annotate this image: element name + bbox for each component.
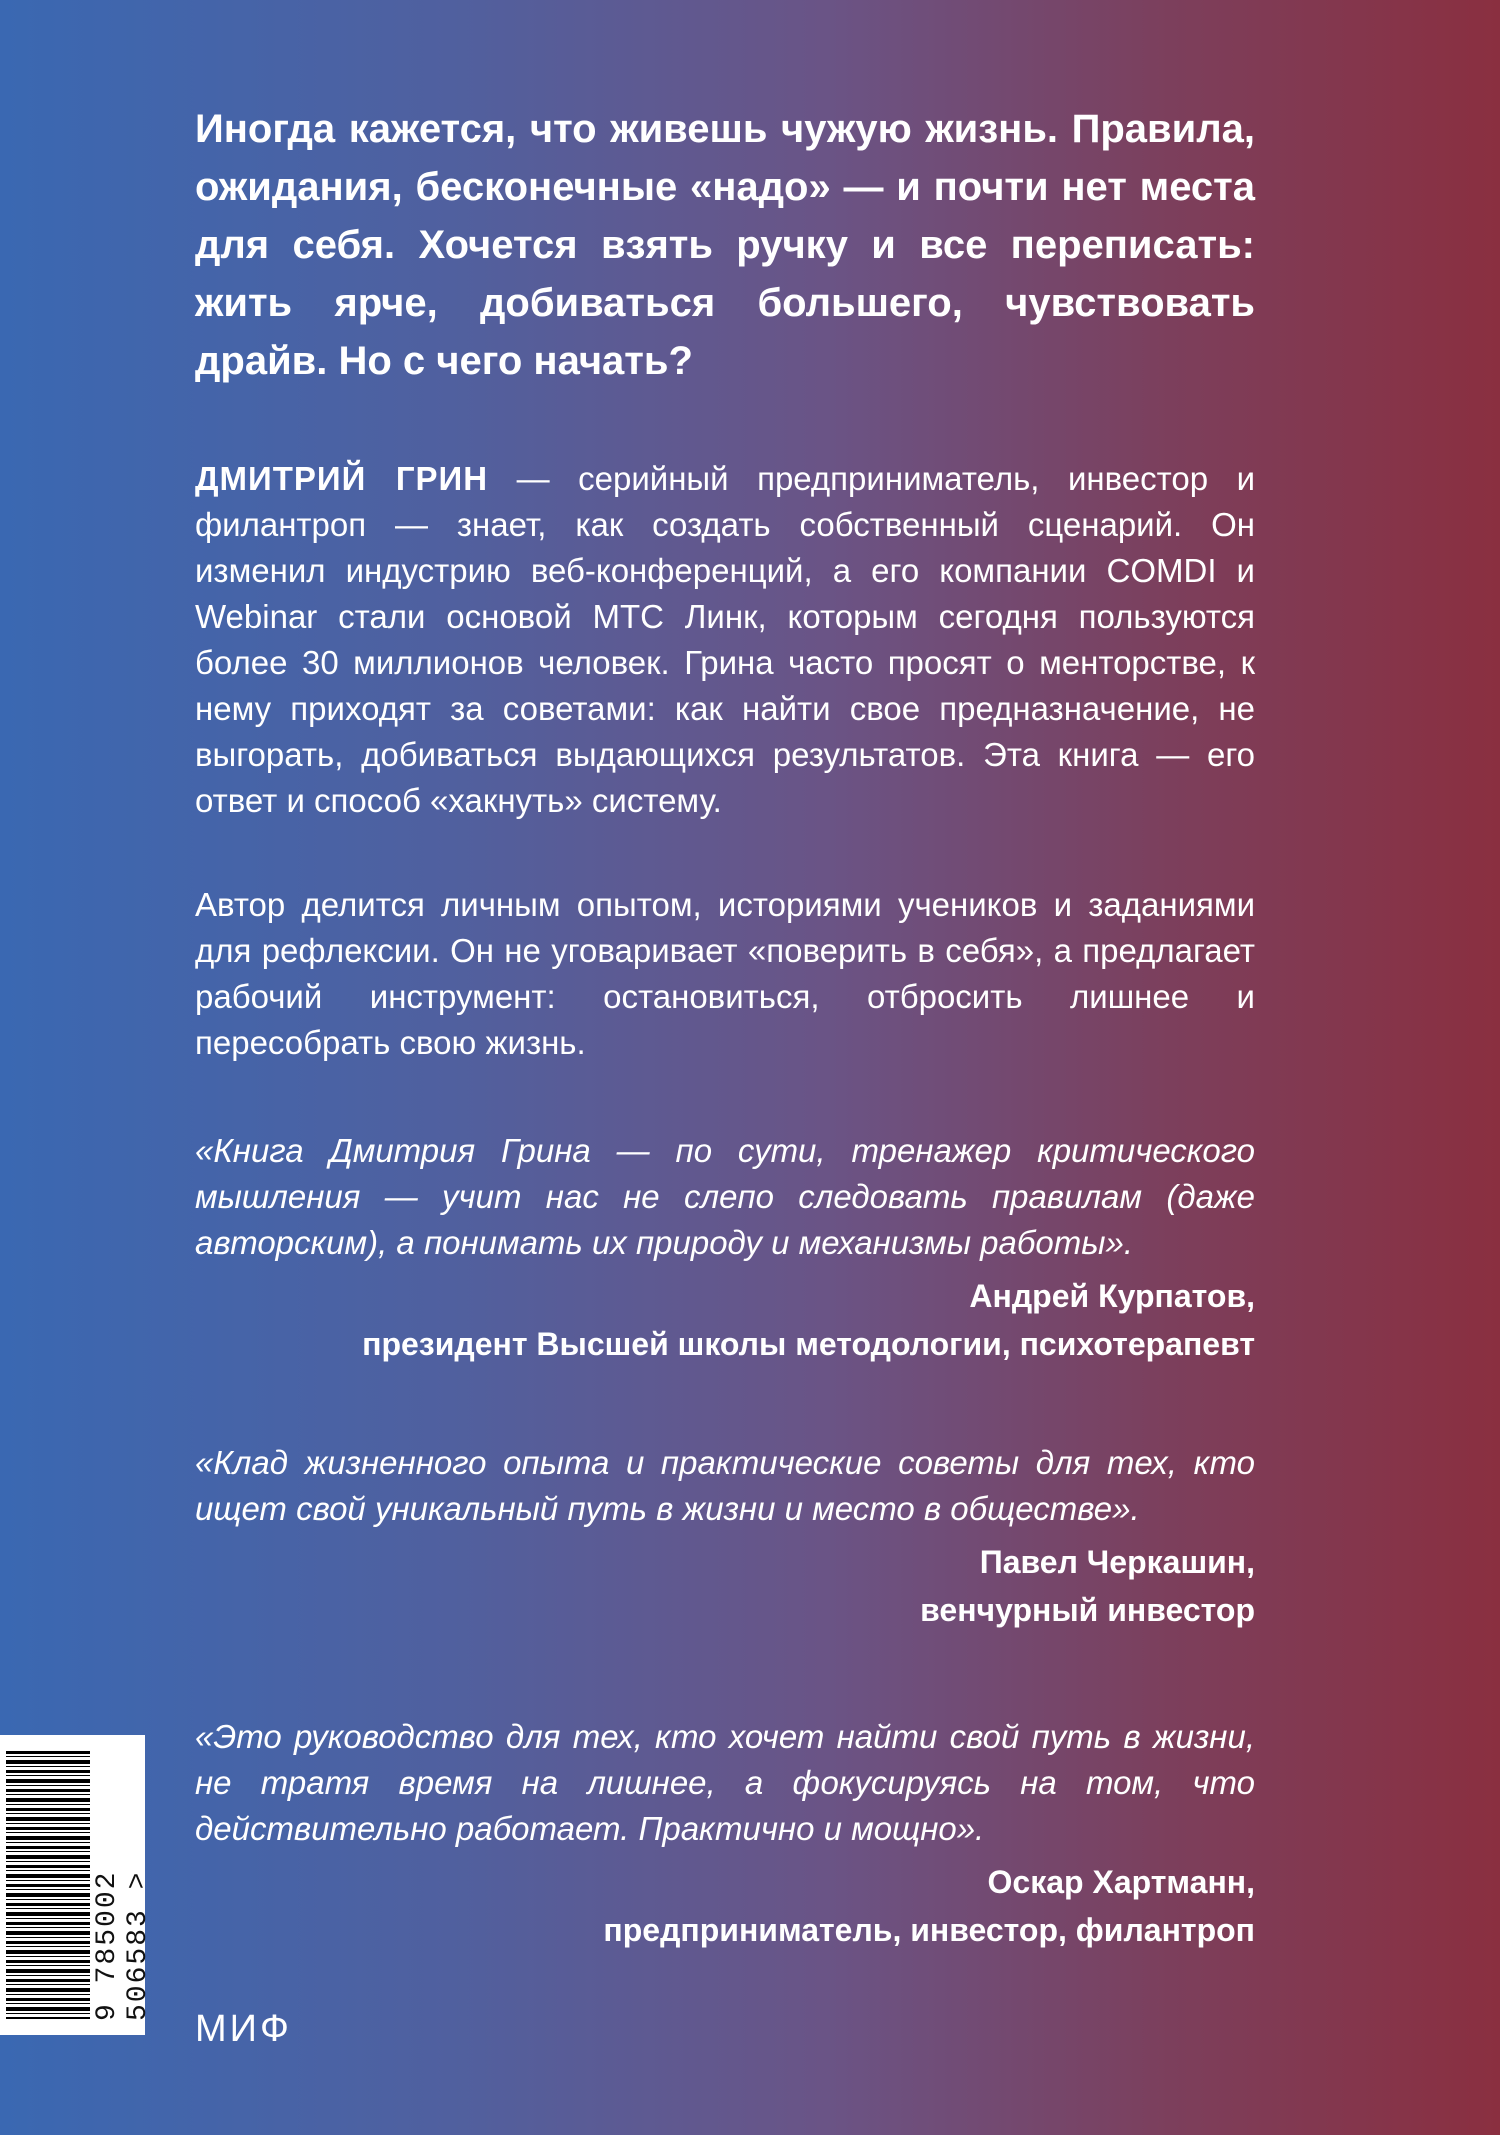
review-attribution <box>195 1858 1255 1954</box>
review-author: Оскар Хартманн, <box>987 1864 1255 1900</box>
review-attribution <box>195 1272 1255 1368</box>
review-author: Андрей Курпатов, <box>969 1278 1255 1314</box>
author-name: ДМИТРИЙ ГРИН <box>195 460 489 497</box>
review-quote: «Книга Дмитрия Грина — по сути, тренажер критического мышления — учит нас не слепо следовать правилам (даже авторским), а понимать их природу и механизмы работы». <box>195 1132 1255 1261</box>
review-role: президент Высшей школы методологии, психотерапевт <box>362 1326 1255 1362</box>
review-role: предприниматель, инвестор, филантроп <box>603 1912 1255 1948</box>
barcode-bars <box>6 1751 90 2019</box>
review-quote: «Это руководство для тех, кто хочет найти свой путь в жизни, не тратя время на лишнее, а фокусируясь на том, что действительно работает. Практично и мощно». <box>195 1718 1255 1847</box>
review-role: венчурный инвестор <box>920 1592 1255 1628</box>
intro-paragraph: Иногда кажется, что живешь чужую жизнь. Правила, ожидания, бесконечные «надо» — и почти нет места для себя. Хочется взять ручку и все переписать: жить ярче, добиваться большего, чувствовать драйв. Но с чего начать? <box>195 107 1255 383</box>
back-cover-text <box>195 100 1255 1954</box>
review-3 <box>195 1714 1255 1954</box>
review-quote: «Клад жизненного опыта и практические советы для тех, кто ищет свой уникальный путь в жизни и место в обществе». <box>195 1444 1255 1527</box>
publisher-logo: МИФ <box>195 2008 292 2050</box>
isbn-number: 9 785002 506583 > <box>92 1870 154 2021</box>
review-author: Павел Черкашин, <box>979 1544 1255 1580</box>
author-bio-text: — серийный предприниматель, инвестор и филантроп — знает, как создать собственный сценарий. Он изменил индустрию веб-конференций, а его компании COMDI и Webinar стали основой МТС Линк, которым сегодня пользуются более 30 миллионов человек. Грина часто просят о менторстве, к нему приходят за советами: как найти свое предназначение, не выгорать, добиваться выдающихся результатов. Эта книга — его ответ и способ «хакнуть» систему. <box>195 460 1256 819</box>
review-1 <box>195 1128 1255 1368</box>
review-2 <box>195 1440 1255 1634</box>
review-attribution <box>195 1538 1255 1634</box>
isbn-barcode <box>0 1735 154 2035</box>
author-bio <box>195 456 1255 824</box>
method-paragraph: Автор делится личным опытом, историями учеников и заданиями для рефлексии. Он не уговаривает «поверить в себя», а предлагает рабочий инструмент: остановиться, отбросить лишнее и пересобрать свою жизнь. <box>195 886 1255 1061</box>
